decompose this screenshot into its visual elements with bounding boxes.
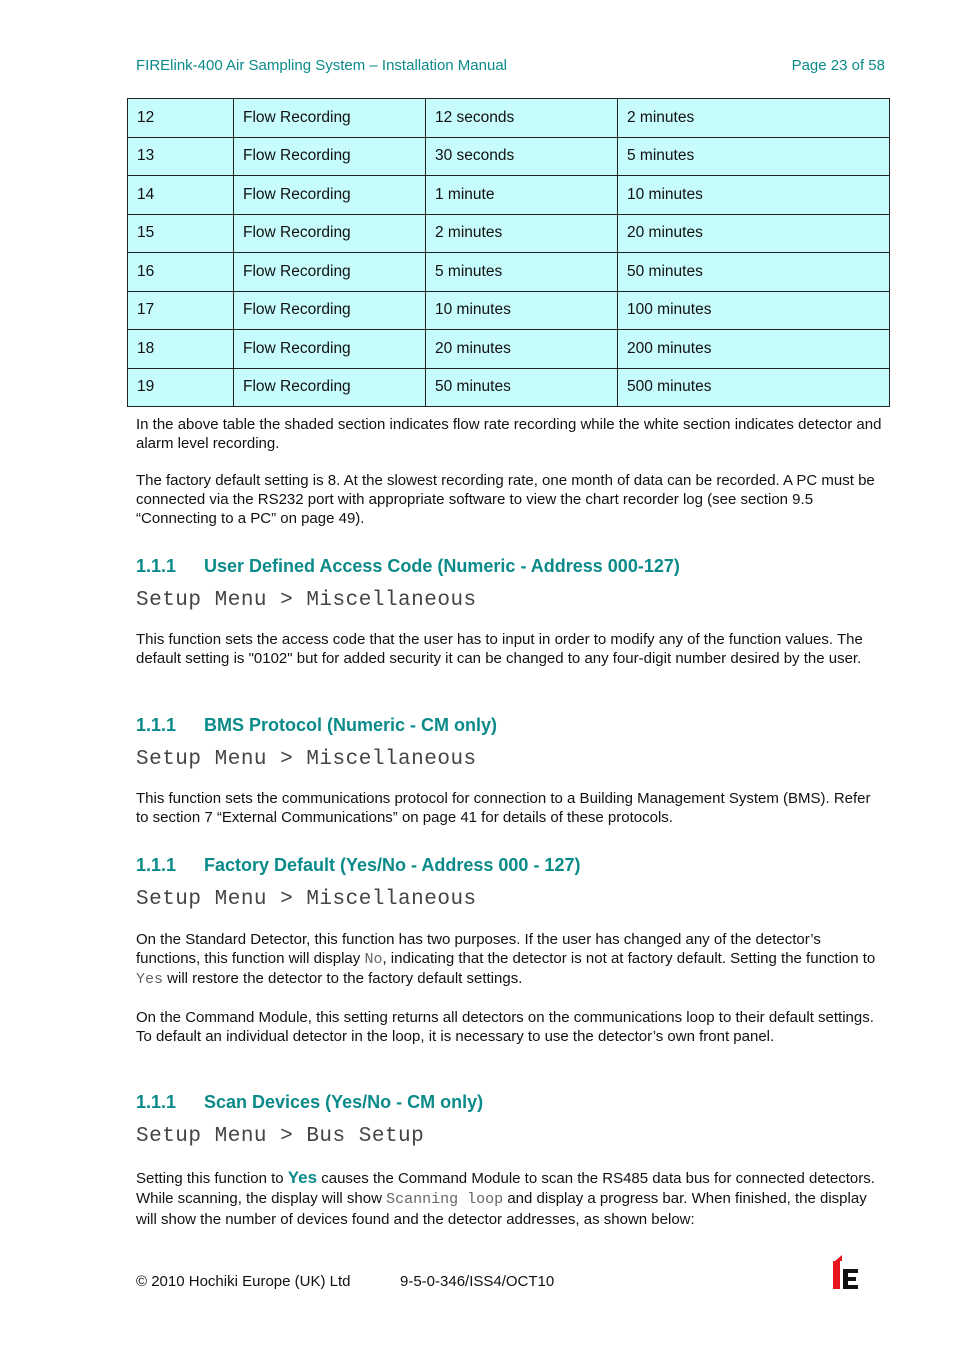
table-row [128, 214, 890, 253]
section-number: 1.1.1 [136, 715, 177, 735]
section-body-2: On the Command Module, this setting returns all detectors on the communications loop to their default settings. To default an individual detector in the loop, it is necessary to use the detector’s own front panel. [136, 1009, 874, 1045]
cell-function-number: 17 [128, 291, 234, 330]
display-text-yes: Yes [136, 971, 164, 988]
cell-interval: 20 minutes [426, 330, 618, 369]
cell-interval: 12 seconds [426, 99, 618, 138]
cell-duration: 500 minutes [618, 368, 890, 407]
table-row [128, 330, 890, 369]
cell-function-name: Flow Recording [234, 99, 426, 138]
section-title: BMS Protocol (Numeric - CM only) [204, 715, 498, 735]
cell-function-name: Flow Recording [234, 176, 426, 215]
table-note: In the above table the shaded section indicates flow rate recording while the white section indicates detector and alarm level recording. [136, 416, 882, 452]
table-row [128, 99, 890, 138]
recording-rate-table [127, 98, 890, 407]
hochiki-logo-icon [833, 1255, 859, 1289]
cell-duration: 10 minutes [618, 176, 890, 215]
cell-function-number: 14 [128, 176, 234, 215]
menu-path: Setup Menu > Bus Setup [136, 1125, 425, 1148]
cell-function-name: Flow Recording [234, 214, 426, 253]
cell-function-name: Flow Recording [234, 137, 426, 176]
cell-function-name: Flow Recording [234, 330, 426, 369]
table-row [128, 137, 890, 176]
table-row [128, 176, 890, 215]
section-body: This function sets the communications protocol for connection to a Building Management System (BMS). Refer to section 7 “External Communications” on page 41 for details of these protocols. [136, 790, 871, 826]
cell-duration: 100 minutes [618, 291, 890, 330]
cell-function-name: Flow Recording [234, 253, 426, 292]
menu-path: Setup Menu > Miscellaneous [136, 748, 477, 771]
section-number: 1.1.1 [136, 1092, 177, 1112]
factory-default-note: The factory default setting is 8. At the slowest recording rate, one month of data can be recorded. A PC must be connected via the RS232 port with appropriate software to view the chart recorder log (see section 9.5 “Connecting to a PC” on page 49). [136, 472, 875, 527]
cell-function-number: 15 [128, 214, 234, 253]
cell-interval: 1 minute [426, 176, 618, 215]
cell-interval: 10 minutes [426, 291, 618, 330]
table-row [128, 253, 890, 292]
cell-interval: 2 minutes [426, 214, 618, 253]
cell-duration: 5 minutes [618, 137, 890, 176]
cell-function-number: 18 [128, 330, 234, 369]
cell-function-number: 13 [128, 137, 234, 176]
document-title: FIRElink-400 Air Sampling System – Installation Manual [136, 57, 508, 74]
section-title: Scan Devices (Yes/No - CM only) [204, 1092, 484, 1112]
section-heading-bms-protocol [136, 715, 497, 736]
cell-duration: 200 minutes [618, 330, 890, 369]
section-title: Factory Default (Yes/No - Address 000 - 127) [204, 855, 581, 875]
section-heading-access-code [136, 556, 680, 577]
section-number: 1.1.1 [136, 855, 177, 875]
cell-interval: 50 minutes [426, 368, 618, 407]
cell-function-number: 16 [128, 253, 234, 292]
section-body: Setting this function to Yes causes the Command Module to scan the RS485 data bus for connected detectors. While scanning, the display will show Scanning loop and display a progress bar. When finished, the display will show the number of devices found and the detector addresses, as shown below: [136, 1168, 875, 1228]
cell-duration: 50 minutes [618, 253, 890, 292]
document-reference: 9-5-0-346/ISS4/OCT10 [400, 1273, 555, 1290]
copyright: © 2010 Hochiki Europe (UK) Ltd [136, 1273, 351, 1290]
value-yes: Yes [287, 1168, 318, 1187]
cell-interval: 30 seconds [426, 137, 618, 176]
page-number: Page 23 of 58 [791, 57, 885, 74]
menu-path: Setup Menu > Miscellaneous [136, 888, 477, 911]
section-body: This function sets the access code that the user has to input in order to modify any of the function values. The default setting is "0102" but for added security it can be changed to any four-digit number desired by the user. [136, 631, 863, 667]
section-number: 1.1.1 [136, 556, 177, 576]
cell-function-name: Flow Recording [234, 368, 426, 407]
cell-duration: 2 minutes [618, 99, 890, 138]
menu-path: Setup Menu > Miscellaneous [136, 589, 477, 612]
display-text-scanning: Scanning loop [386, 1191, 504, 1208]
section-heading-scan-devices [136, 1092, 483, 1113]
table-row [128, 291, 890, 330]
cell-function-number: 19 [128, 368, 234, 407]
cell-duration: 20 minutes [618, 214, 890, 253]
display-text-no: No [364, 951, 383, 968]
cell-function-name: Flow Recording [234, 291, 426, 330]
section-body: On the Standard Detector, this function has two purposes. If the user has changed any of the detector’s functions, this function will display No, indicating that the detector is not at factory default. Setting the function to Yes will restore the detector to the factory default settings. [136, 931, 876, 988]
cell-interval: 5 minutes [426, 253, 618, 292]
section-heading-factory-default [136, 855, 580, 876]
section-title: User Defined Access Code (Numeric - Address 000-127) [204, 556, 680, 576]
table-row [128, 368, 890, 407]
cell-function-number: 12 [128, 99, 234, 138]
